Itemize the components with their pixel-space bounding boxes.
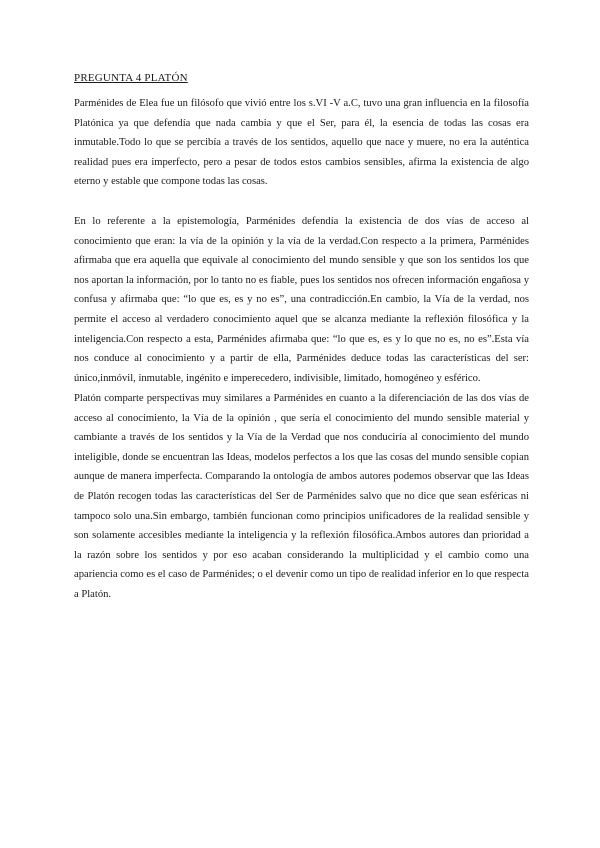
paragraph-3: Platón comparte perspectivas muy similares a Parménides en cuanto a la diferenciación de las dos vías de acceso al conocimiento, la Vía de la opinión , que sería el conocimiento del mundo sensible material y cambiante a través de los sentidos y la Vía de la Verdad que nos conduciría al conocimiento del mundo inteligible, donde se encuentran las Ideas, modelos perfectos a los que las cosas del mundo sensible copian aunque de manera imperfecta. Comparando la ontología de ambos autores podemos observar que las Ideas de Platón recogen todas las características del Ser de Parménides salvo que no dice que sean esféricas ni tampoco solo una.Sin embargo, también funcionan como principios unificadores de la realidad sensible y son solamente accesibles mediante la inteligencia y la reflexión filosófica.Ambos autores dan prioridad a la razón sobre los sentidos y por eso acaban considerando la multiplicidad y el cambio como una apariencia como es el caso de Parménides; o el devenir como un tipo de realidad inferior en lo que respecta a Platón. (74, 393, 529, 600)
paragraph-2: En lo referente a la epistemología, Parménides defendía la existencia de dos vías de acceso al conocimiento que eran: la vía de la opinión y la vía de la verdad.Con respecto a la primera, Parménides afirmaba que era aquella que equivale al conocimiento del mundo sensible y que son los sentidos los que nos aportan la información, por lo tanto no es fiable, pues los sentidos nos ofrecen información engañosa y confusa y afirmaba que: “lo que es, es y no es”, una contradicción.En cambio, la Vía de la verdad, nos permite el acceso al verdadero conocimiento aquel que se alcanza mediante la reflexión filosófica y la inteligencia.Con respecto a esta, Parménides afirmaba que: “lo que es, es y lo que no es, no es”.Esta vía nos conduce al conocimiento y a partir de ella, Parménides deduce todas las características del ser: único,inmóvil, inmutable, ingénito e imperecedero, indivisible, limitado, homogéneo y esférico. (74, 216, 529, 384)
paragraph-1: Parménides de Elea fue un filósofo que vivió entre los s.VI -V a.C, tuvo una gran influencia en la filosofía Platónica ya que defendía que nada cambia y que el Ser, para él, la esencia de todas las cosas era inmutable.Todo lo que se percibía a través de los sentidos, aquello que nace y muere, no era la auténtica realidad pues era imperfecto, pero a pesar de todos estos cambios sensibles, afirma la existencia de algo eterno y estable que compone todas las cosas. (74, 98, 529, 188)
page-title: PREGUNTA 4 PLATÓN (74, 72, 188, 84)
